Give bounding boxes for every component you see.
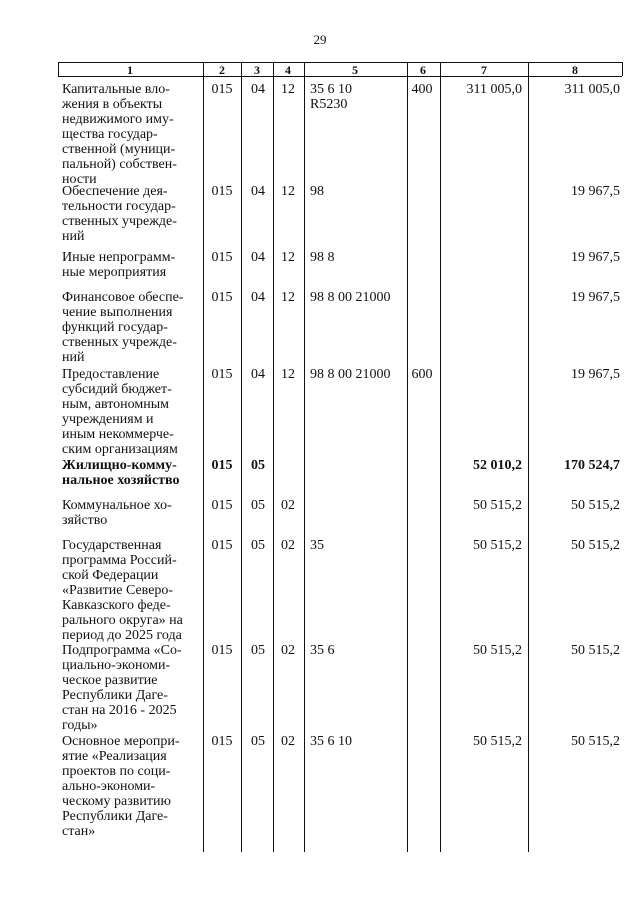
row-c5-cell: 35 6 — [310, 643, 335, 658]
row-c4-cell: 12 — [281, 290, 295, 305]
row-c2-cell: 015 — [211, 367, 233, 382]
row-c7-cell: 50 515,2 — [473, 538, 522, 553]
row-c3-cell: 04 — [251, 367, 265, 382]
row-c8-cell: 170 524,7 — [564, 458, 620, 473]
row-c3-cell: 05 — [251, 538, 265, 553]
row-c4-cell: 02 — [281, 643, 295, 658]
row-c8-cell: 19 967,5 — [571, 184, 620, 199]
row-name: Коммунальное хо- зяйство — [62, 498, 172, 528]
row-c3-cell: 04 — [251, 250, 265, 265]
row-c2-cell: 015 — [211, 643, 233, 658]
row-c4-cell: 02 — [281, 734, 295, 749]
row-c8-cell: 311 005,0 — [564, 82, 620, 97]
column-header: 8 — [572, 63, 578, 77]
row-c3-cell: 05 — [251, 498, 265, 513]
row-c8-cell: 50 515,2 — [571, 734, 620, 749]
row-c2-cell: 015 — [211, 290, 233, 305]
column-divider — [58, 62, 59, 76]
row-c4-cell: 12 — [281, 367, 295, 382]
column-divider — [273, 62, 274, 852]
row-c2-cell: 015 — [211, 82, 233, 97]
row-c2-cell: 015 — [211, 250, 233, 265]
row-c4-cell: 02 — [281, 538, 295, 553]
row-name: Подпрограмма «Со- циально-экономи- ческое развитие Республики Даге- стан на 2016 - 2025 годы» — [62, 643, 182, 733]
row-c8-cell: 19 967,5 — [571, 250, 620, 265]
row-c8-cell: 19 967,5 — [571, 367, 620, 382]
row-c4-cell: 12 — [281, 250, 295, 265]
column-header: 4 — [285, 63, 291, 77]
row-c3-cell: 05 — [251, 643, 265, 658]
row-c5-cell: 98 — [310, 184, 324, 199]
row-name: Предоставление субсидий бюджет- ным, автономным учреждениям и иным некоммерче- ским организациям — [62, 367, 178, 457]
row-c6-cell: 400 — [411, 82, 433, 97]
row-name: Финансовое обеспе- чение выполнения функций государ- ственных учрежде- ний — [62, 290, 184, 365]
row-c8-cell: 50 515,2 — [571, 643, 620, 658]
row-c2-cell: 015 — [211, 538, 233, 553]
row-c3-cell: 05 — [251, 734, 265, 749]
row-name: Жилищно-комму- нальное хозяйство — [62, 458, 180, 488]
row-name: Обеспечение дея- тельности государ- ственных учрежде- ний — [62, 184, 177, 244]
row-name: Государственная программа Россий- ской Федерации «Развитие Северо- Кавказского феде- рального округа» на период до 2025 года — [62, 538, 183, 643]
row-c8-cell: 50 515,2 — [571, 538, 620, 553]
column-header: 3 — [254, 63, 260, 77]
column-divider — [407, 62, 408, 852]
row-c4-cell: 12 — [281, 184, 295, 199]
row-c4-cell: 12 — [281, 82, 295, 97]
column-divider — [304, 62, 305, 852]
row-c3-cell: 04 — [251, 290, 265, 305]
row-c8-cell: 50 515,2 — [571, 498, 620, 513]
row-c3-cell: 04 — [251, 184, 265, 199]
row-c5-cell: 98 8 00 21000 — [310, 290, 391, 305]
column-divider — [622, 62, 623, 76]
row-c2-cell: 015 — [211, 184, 233, 199]
row-c7-cell: 52 010,2 — [473, 458, 522, 473]
row-c7-cell: 50 515,2 — [473, 643, 522, 658]
row-name: Капитальные вло- жения в объекты недвижимого иму- щества государ- ственной (муници- пальной) собствен- ности — [62, 82, 177, 187]
row-c3-cell: 05 — [251, 458, 265, 473]
row-c4-cell: 02 — [281, 498, 295, 513]
row-c7-cell: 50 515,2 — [473, 498, 522, 513]
row-c5-cell: 35 6 10 R5230 — [310, 82, 352, 112]
row-c7-cell: 311 005,0 — [466, 82, 522, 97]
row-c2-cell: 015 — [211, 498, 233, 513]
row-name: Иные непрограмм- ные мероприятия — [62, 250, 176, 280]
header-bottom-border — [58, 76, 622, 77]
column-header: 7 — [481, 63, 487, 77]
column-header: 6 — [420, 63, 426, 77]
row-name: Основное меропри- ятие «Реализация проектов по соци- ально-экономи- ческому развитию Республики Даге- стан» — [62, 734, 180, 839]
table-top-border — [58, 62, 622, 63]
page-number: 29 — [313, 32, 327, 47]
column-header: 5 — [352, 63, 358, 77]
row-c5-cell: 35 6 10 — [310, 734, 352, 749]
row-c3-cell: 04 — [251, 82, 265, 97]
row-c2-cell: 015 — [211, 734, 233, 749]
row-c7-cell: 50 515,2 — [473, 734, 522, 749]
row-c5-cell: 98 8 00 21000 — [310, 367, 391, 382]
column-divider — [241, 62, 242, 852]
row-c6-cell: 600 — [411, 367, 433, 382]
column-divider — [528, 62, 529, 852]
row-c5-cell: 35 — [310, 538, 324, 553]
row-c5-cell: 98 8 — [310, 250, 335, 265]
row-c8-cell: 19 967,5 — [571, 290, 620, 305]
column-header: 2 — [219, 63, 225, 77]
column-header: 1 — [127, 63, 133, 77]
row-c2-cell: 015 — [211, 458, 233, 473]
